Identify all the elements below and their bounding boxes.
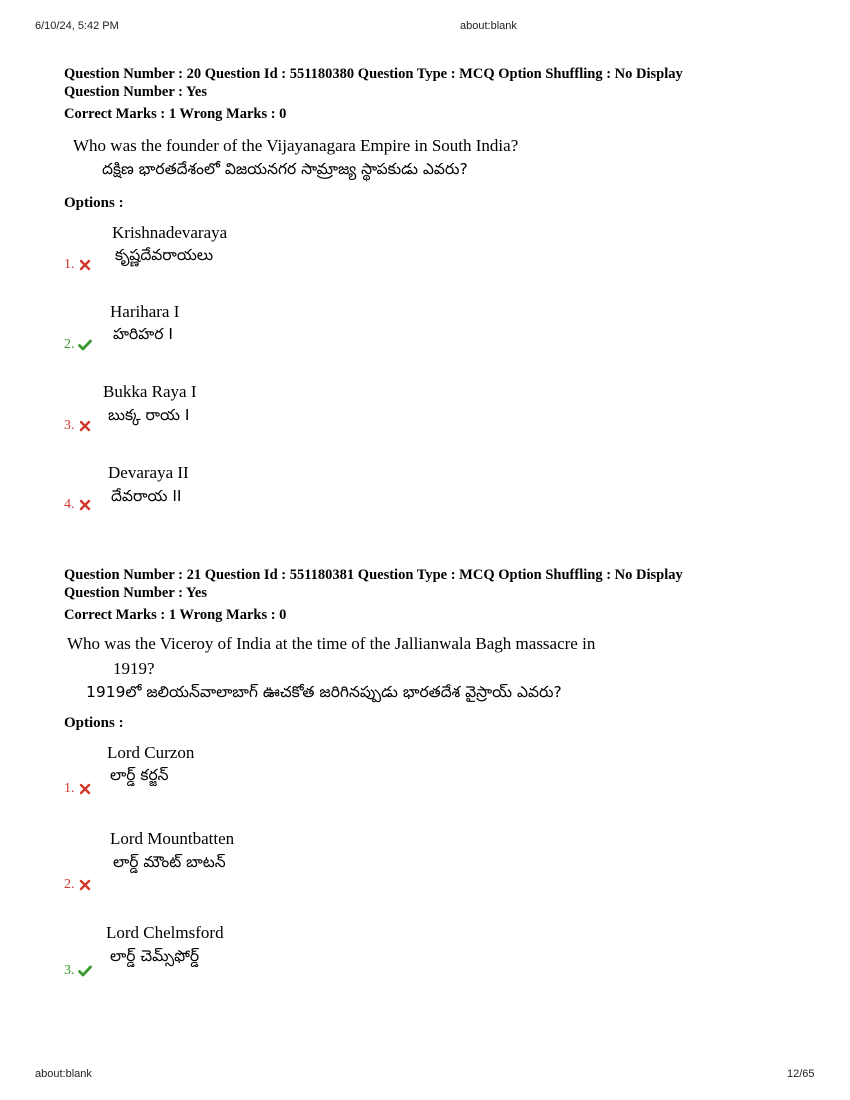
cross-icon [78, 259, 92, 271]
option-text-english: Krishnadevaraya [112, 223, 228, 242]
page-indicator: 12/65 [787, 1068, 815, 1080]
option-text-telugu: హరిహర I [113, 325, 173, 343]
question-text-telugu: 1919లో జలియన్‌వాలాబాగ్ ఊచకోత జరిగినప్పుడు భారతదేశ వైస్రాయ్ ఎవరు? [86, 683, 562, 701]
option-text-english: Lord Chelmsford [106, 923, 224, 942]
option-text-telugu: లార్డ్ చెమ్స్‌ఫోర్డ్ [110, 947, 200, 965]
question-meta-line: Question Number : 21 Question Id : 551180381 Question Type : MCQ Option Shuffling : No Display [64, 567, 683, 583]
option-number: 1. [64, 781, 92, 797]
option-number: 3. [64, 963, 92, 979]
option-text-english: Harihara I [110, 302, 180, 321]
question-meta-line: Question Number : Yes [64, 585, 207, 601]
question-meta-line: Question Number : 20 Question Id : 551180380 Question Type : MCQ Option Shuffling : No Display [64, 66, 683, 82]
question-text-english: 1919? [113, 659, 155, 678]
options-label: Options : [64, 715, 124, 731]
checkmark-icon [78, 965, 92, 977]
option-text-english: Lord Mountbatten [110, 829, 235, 848]
print-url: about:blank [460, 20, 517, 32]
options-label: Options : [64, 195, 124, 211]
checkmark-icon [78, 339, 92, 351]
print-datetime: 6/10/24, 5:42 PM [35, 20, 119, 32]
cross-icon [78, 420, 92, 432]
option-text-telugu: దేవరాయ II [111, 487, 182, 505]
question-meta-line: Question Number : Yes [64, 84, 207, 100]
question-text-english: Who was the Viceroy of India at the time of the Jallianwala Bagh massacre in [67, 634, 596, 653]
option-text-english: Devaraya II [108, 463, 189, 482]
option-text-english: Lord Curzon [107, 743, 195, 762]
question-text-english: Who was the founder of the Vijayanagara Empire in South India? [73, 136, 519, 155]
option-number: 2. [64, 877, 92, 893]
option-number: 4. [64, 497, 92, 513]
option-text-english: Bukka Raya I [103, 382, 197, 401]
cross-icon [78, 783, 92, 795]
cross-icon [78, 879, 92, 891]
option-number: 2. [64, 337, 92, 353]
cross-icon [78, 499, 92, 511]
option-number: 1. [64, 257, 92, 273]
option-text-telugu: కృష్ణదేవరాయలు [115, 246, 214, 264]
question-text-telugu: దక్షిణ భారతదేశంలో విజయనగర సామ్రాజ్య స్థాపకుడు ఎవరు? [102, 160, 468, 178]
option-number: 3. [64, 418, 92, 434]
option-text-telugu: లార్డ్ మౌంట్ బాటన్ [113, 853, 226, 871]
print-footer-url: about:blank [35, 1068, 92, 1080]
option-text-telugu: బుక్క రాయ I [108, 406, 190, 424]
option-text-telugu: లార్డ్ కర్జన్ [110, 766, 169, 784]
question-marks: Correct Marks : 1 Wrong Marks : 0 [64, 607, 287, 623]
question-marks: Correct Marks : 1 Wrong Marks : 0 [64, 106, 287, 122]
